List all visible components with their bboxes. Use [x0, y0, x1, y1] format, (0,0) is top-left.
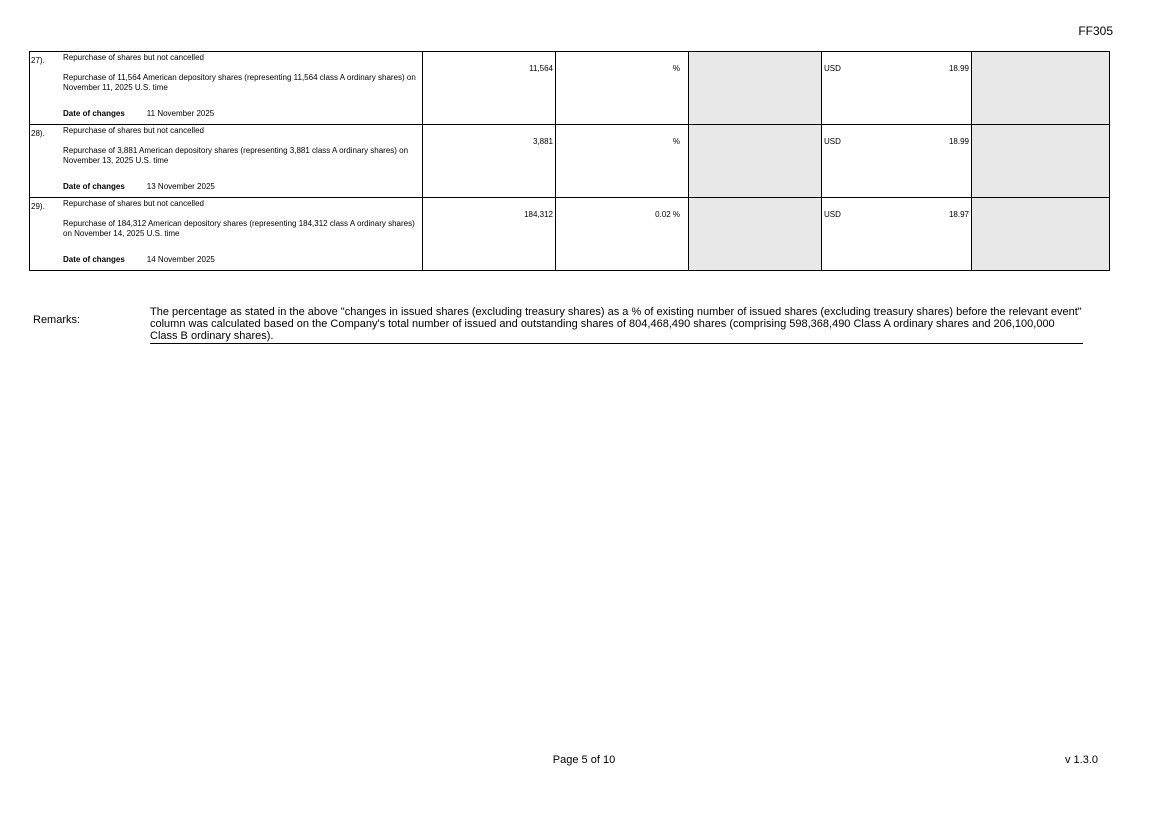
event-detail: Repurchase of 3,881 American depository shares (representing 3,881 class A ordinary shares) on November 13, 2025 U.S. time	[63, 146, 409, 165]
version-label: v 1.3.0	[1064, 754, 1098, 766]
page-number: Page 5 of 10	[552, 754, 616, 766]
event-title: Repurchase of shares but not cancelled	[63, 53, 204, 62]
shares-cell	[423, 52, 556, 125]
empty-grey-cell	[972, 198, 1110, 271]
row-index: 29).	[31, 202, 45, 211]
price-value: 18.99	[948, 64, 969, 73]
percent-cell	[556, 125, 689, 198]
remarks-label: Remarks:	[33, 314, 81, 326]
remarks-text: The percentage as stated in the above "changes in issued shares (excluding treasury shares) as a % of existing number of issued shares (excluding treasury shares) before the relevant event" column was calculated based on the Company's total number of issued and outstanding shares of 804,468,490 shares (comprising 598,368,490 Class A ordinary shares and 206,100,000 Class B ordinary shares).	[150, 306, 1082, 342]
table-row	[30, 52, 1110, 125]
price-value: 18.99	[948, 137, 969, 146]
table-row	[30, 198, 1110, 271]
date-value: 11 November 2025	[146, 109, 215, 118]
event-detail: Repurchase of 11,564 American depository shares (representing 11,564 class A ordinary shares) on November 11, 2025 U.S. time	[63, 73, 416, 92]
event-title: Repurchase of shares but not cancelled	[63, 126, 204, 135]
empty-grey-cell	[689, 198, 822, 271]
date-line	[63, 255, 215, 264]
shares-value: 3,881	[532, 137, 553, 146]
event-detail: Repurchase of 184,312 American depository shares (representing 184,312 class A ordinary shares) on November 14, 2025 U.S. time	[63, 219, 415, 238]
shares-value: 11,564	[529, 64, 553, 73]
row-index: 27).	[31, 56, 45, 65]
empty-grey-cell	[972, 125, 1110, 198]
date-value: 14 November 2025	[146, 255, 215, 264]
description-cell	[30, 52, 423, 125]
price-cell	[822, 125, 972, 198]
empty-grey-cell	[689, 52, 822, 125]
price-value: 18.97	[948, 210, 969, 219]
currency: USD	[824, 210, 841, 219]
percent-value: %	[672, 137, 680, 146]
shares-cell	[423, 125, 556, 198]
date-line	[63, 182, 215, 191]
percent-value: 0.02 %	[655, 210, 680, 219]
event-title: Repurchase of shares but not cancelled	[63, 199, 204, 208]
price-cell	[822, 198, 972, 271]
percent-cell	[556, 198, 689, 271]
date-label: Date of changes	[63, 255, 125, 264]
date-label: Date of changes	[63, 109, 125, 118]
form-code: FF305	[1078, 24, 1113, 38]
currency: USD	[824, 64, 841, 73]
share-changes-table	[29, 51, 1110, 271]
percent-value: %	[672, 64, 680, 73]
description-cell	[30, 198, 423, 271]
empty-grey-cell	[689, 125, 822, 198]
row-index: 28).	[31, 129, 45, 138]
currency: USD	[824, 137, 841, 146]
price-cell	[822, 52, 972, 125]
date-line	[63, 109, 214, 118]
percent-cell	[556, 52, 689, 125]
table-row	[30, 125, 1110, 198]
shares-cell	[423, 198, 556, 271]
date-value: 13 November 2025	[146, 182, 215, 191]
empty-grey-cell	[972, 52, 1110, 125]
description-cell	[30, 125, 423, 198]
shares-value: 184,312	[524, 210, 553, 219]
date-label: Date of changes	[63, 182, 125, 191]
